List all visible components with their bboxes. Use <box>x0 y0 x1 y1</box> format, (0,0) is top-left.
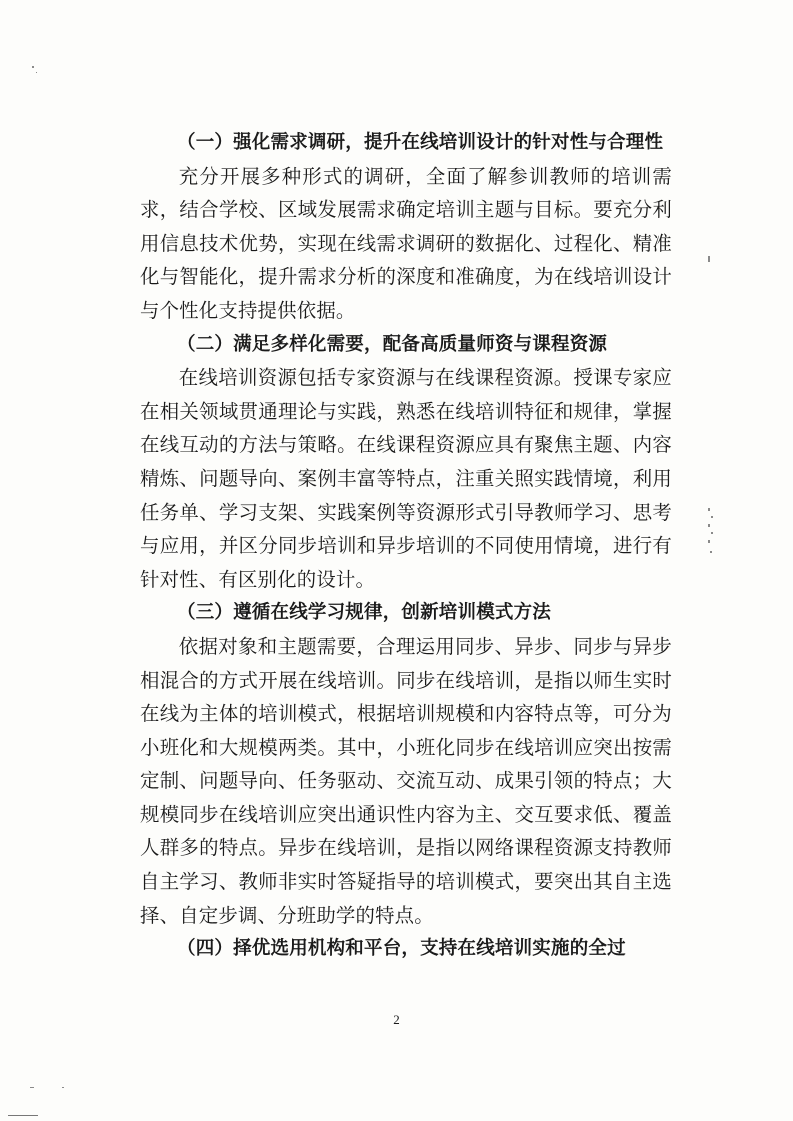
page-number: 2 <box>393 1012 400 1027</box>
document-body <box>140 126 672 966</box>
scan-edge-line <box>8 1115 38 1116</box>
scan-speck <box>708 540 710 543</box>
section-4-heading: （四）择优选用机构和平台，支持在线培训实施的全过 <box>177 938 626 960</box>
section-3-heading: （三）遵循在线学习规律，创新培训模式方法 <box>177 602 552 624</box>
scan-speck <box>62 1087 64 1088</box>
scan-speck <box>711 532 713 534</box>
scan-speck <box>30 1087 34 1088</box>
section-2-paragraph: 在线培训资源包括专家资源与在线课程资源。授课专家应在相关领域贯通理论与实践，熟悉在线培训特征和规律，掌握在线互动的方法与策略。在线课程资源应具有聚焦主题、内容精炼、问题导向、案例丰富等特点，注重关照实践情境，利用任务单、学习支架、实践案例等资源形式引导教师学习、思考与应用，并区分同步培训和异步培训的不同使用情境，进行有针对性、有区别化的设计。 <box>140 366 672 591</box>
scan-speck <box>708 508 710 511</box>
section-1-heading: （一）强化需求调研，提升在线培训设计的针对性与合理性 <box>177 132 664 153</box>
scan-speck <box>36 72 37 73</box>
scan-speck <box>710 551 712 553</box>
scan-speck <box>708 524 710 527</box>
section-2-heading: （二）满足多样化需要，配备高质量师资与课程资源 <box>177 333 608 355</box>
scan-speck <box>32 66 34 68</box>
scan-speck <box>711 516 713 518</box>
section-1-paragraph: 充分开展多种形式的调研，全面了解参训教师的培训需求，结合学校、区域发展需求确定培训主题与目标。要充分利用信息技术优势，实现在线需求调研的数据化、过程化、精准化与智能化，提升需求分析的深度和准确度，为在线培训设计与个性化支持提供依据。 <box>140 164 672 322</box>
section-3-paragraph: 依据对象和主题需要，合理运用同步、异步、同步与异步相混合的方式开展在线培训。同步在线培训，是指以师生实时在线为主体的培训模式，根据培训规模和内容特点等，可分为小班化和大规模两类。其中，小班化同步在线培训应突出按需定制、问题导向、任务驱动、交流互动、成果引领的特点；大规模同步在线培训应突出通识性内容为主、交互要求低、覆盖人群多的特点。异步在线培训，是指以网络课程资源支持教师自主学习、教师非实时答疑指导的培训模式，要突出其自主选择、自定步调、分班助学的特点。 <box>140 634 672 927</box>
scan-speck <box>708 256 710 262</box>
